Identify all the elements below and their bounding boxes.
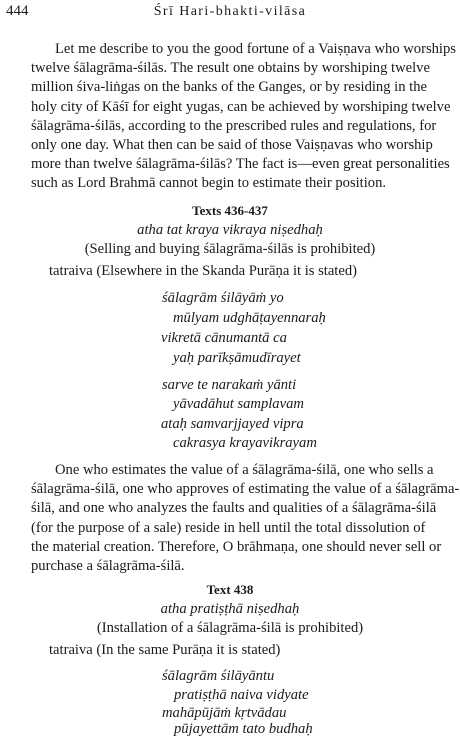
section-heading-text-438: Text 438: [206, 582, 254, 597]
section-heading-texts-436-437: Texts 436-437: [192, 203, 268, 218]
paragraph-line: only one day. What then can be said of those Vaiṣṇavas who worship: [31, 137, 433, 154]
sanskrit-title: atha tat kraya vikraya niṣedhaḥ: [137, 222, 323, 238]
source-intro: tatraiva (In the same Purāṇa it is stated): [49, 642, 281, 658]
paragraph-line: the material creation. Therefore, O brāhmaṇa, one should never sell or: [31, 538, 442, 555]
source-intro: tatraiva (Elsewhere in the Skanda Purāṇa it is stated): [49, 263, 357, 279]
paragraph-line: One who estimates the value of a śālagrāma-śilā, one who sells a: [55, 462, 434, 478]
verse-line: ataḥ samvarjjayed vipra: [161, 416, 304, 432]
verse-line: pratiṣṭhā naiva vidyate: [174, 687, 309, 703]
paragraph-line: Let me describe to you the good fortune of a Vaiṣṇava who worships: [55, 41, 456, 57]
verse-line: śālagrām śilāyāṁ yo: [162, 290, 284, 306]
verse-line: cakrasya krayavikrayam: [173, 435, 317, 451]
page-number: 444: [6, 3, 29, 19]
verse-line: yāvadāhut samplavam: [173, 396, 304, 412]
verse-line: vikretā cānumantā ca: [161, 330, 287, 346]
paragraph-estimation: [31, 461, 460, 576]
paragraph-line: śilā, and one who analyzes the faults and qualities of a śālagrāma-śilā: [31, 500, 437, 517]
paragraph-line: twelve śālagrāma-śilās. The result one obtains by worshiping twelve: [31, 60, 430, 77]
verse-line: pūjayettām tato budhaḥ: [174, 721, 313, 737]
verse-line: śālagrām śilāyāntu: [162, 668, 275, 684]
sanskrit-title: atha pratiṣṭhā niṣedhaḥ: [160, 601, 300, 617]
paragraph-line: more than twelve śālagrāma-śilās? The fact is—even great personalities: [31, 156, 450, 173]
paragraph-line: holy city of Kāśī for eight yugas, can be achieved by worshiping twelve: [31, 98, 451, 115]
paragraph-line: such as Lord Brahmā cannot begin to estimate their position.: [31, 175, 387, 192]
paragraph-line: million śiva-liṅgas on the banks of the Ganges, or by residing in the: [31, 79, 427, 96]
verse-line: sarve te narakaṁ yānti: [162, 377, 297, 393]
verse-line: mūlyam udghāṭayennaraḥ: [173, 310, 326, 326]
paragraph-line: śālagrāma-śilā, one who approves of estimating the value of a śālagrāma-: [31, 481, 460, 498]
paragraph-line: purchase a śālagrāma-śilā.: [31, 558, 185, 575]
paragraph-good-fortune: [31, 40, 457, 194]
paragraph-line: śālagrāma-śilās, according to the prescribed rules and regulations, for: [31, 117, 437, 134]
verse-line: yaḥ parīkṣāmudīrayet: [173, 350, 301, 366]
running-head: Śrī Hari-bhakti-vilāsa: [153, 4, 307, 19]
translation-title: (Selling and buying śālagrāma-śilās is prohibited): [84, 241, 376, 257]
page-header: [0, 3, 460, 25]
verse-line: mahāpūjāṁ kṛtvādau: [162, 705, 287, 721]
paragraph-line: (for the purpose of a sale) reside in hell until the total dissolution of: [31, 519, 426, 536]
translation-title: (Installation of a śālagrāma-śilā is prohibited): [96, 620, 364, 636]
